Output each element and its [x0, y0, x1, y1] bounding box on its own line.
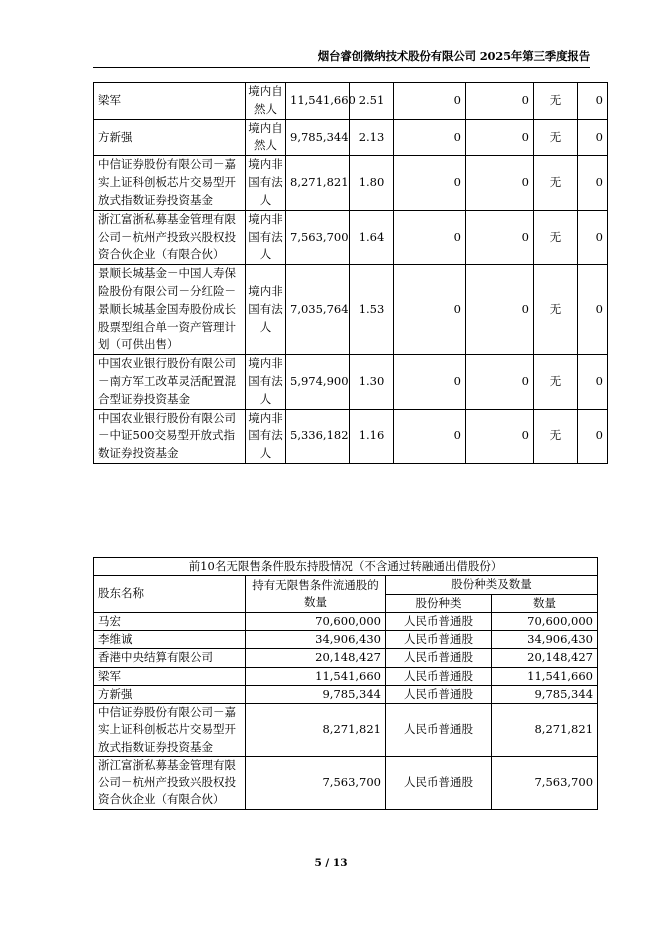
pledge-quantity: 0 [578, 355, 608, 409]
pledge-quantity: 0 [578, 156, 608, 210]
share-type: 人民币普通股 [386, 631, 492, 649]
pledge-status: 无 [534, 210, 578, 264]
lent-shares: 0 [466, 83, 534, 120]
share-amount: 11,541,660 [492, 667, 598, 685]
shares-held: 7,563,700 [286, 210, 350, 264]
shares-held: 7,035,764 [286, 265, 350, 355]
unrestricted-qty: 20,148,427 [246, 649, 386, 667]
shareholder-type: 境内非国有法人 [246, 409, 286, 463]
share-amount: 34,906,430 [492, 631, 598, 649]
shareholder-type: 境内非国有法人 [246, 355, 286, 409]
share-type: 人民币普通股 [386, 612, 492, 630]
shareholder-type: 境内非国有法人 [246, 210, 286, 264]
unrestricted-qty: 11,541,660 [246, 667, 386, 685]
shareholder-name: 梁军 [94, 83, 246, 120]
restricted-shares: 0 [394, 355, 466, 409]
pledge-status: 无 [534, 265, 578, 355]
share-ratio: 1.53 [350, 265, 394, 355]
col-header-type: 股份种类 [386, 594, 492, 612]
pledge-status: 无 [534, 83, 578, 120]
pledge-status: 无 [534, 355, 578, 409]
share-type: 人民币普通股 [386, 685, 492, 703]
table-row [94, 119, 608, 156]
share-ratio: 1.16 [350, 409, 394, 463]
shareholder-type: 境内自然人 [246, 119, 286, 156]
table-row [94, 631, 598, 649]
share-ratio: 2.51 [350, 83, 394, 120]
share-type: 人民币普通股 [386, 649, 492, 667]
share-type: 人民币普通股 [386, 704, 492, 757]
top-shareholders-table [93, 82, 608, 464]
share-amount: 8,271,821 [492, 704, 598, 757]
share-amount: 70,600,000 [492, 612, 598, 630]
col-header-type-group: 股份种类及数量 [386, 576, 598, 594]
pledge-quantity: 0 [578, 210, 608, 264]
pledge-status: 无 [534, 156, 578, 210]
shareholder-name: 李维诚 [94, 631, 246, 649]
shares-held: 5,336,182 [286, 409, 350, 463]
pledge-quantity: 0 [578, 265, 608, 355]
share-amount: 9,785,344 [492, 685, 598, 703]
shareholder-name: 中信证券股份有限公司－嘉实上证科创板芯片交易型开放式指数证券投资基金 [94, 704, 246, 757]
unrestricted-qty: 9,785,344 [246, 685, 386, 703]
share-amount: 7,563,700 [492, 756, 598, 809]
unrestricted-qty: 34,906,430 [246, 631, 386, 649]
shareholder-name: 马宏 [94, 612, 246, 630]
shareholder-name: 中国农业银行股份有限公司－中证500交易型开放式指数证券投资基金 [94, 409, 246, 463]
table-row [94, 83, 608, 120]
share-ratio: 1.30 [350, 355, 394, 409]
pledge-quantity: 0 [578, 409, 608, 463]
share-ratio: 2.13 [350, 119, 394, 156]
table-row [94, 355, 608, 409]
unrestricted-qty: 70,600,000 [246, 612, 386, 630]
lent-shares: 0 [466, 156, 534, 210]
page-number: 5 / 13 [314, 857, 348, 869]
section-title-row [94, 558, 598, 576]
shareholder-name: 景顺长城基金－中国人寿保险股份有限公司－分红险－景顺长城基金国寿股份成长股票型组合单一资产管理计划（可供出售） [94, 265, 246, 355]
shareholder-name: 方新强 [94, 119, 246, 156]
col-header-qty: 持有无限售条件流通股的数量 [246, 576, 386, 613]
pledge-status: 无 [534, 409, 578, 463]
shareholder-type: 境内非国有法人 [246, 156, 286, 210]
page-header: 烟台睿创微纳技术股份有限公司 2025年第三季度报告 [93, 48, 590, 68]
table-row [94, 409, 608, 463]
restricted-shares: 0 [394, 156, 466, 210]
lent-shares: 0 [466, 265, 534, 355]
shareholder-name: 梁军 [94, 667, 246, 685]
unrestricted-shareholders-table [93, 557, 598, 810]
lent-shares: 0 [466, 355, 534, 409]
shareholder-name: 方新强 [94, 685, 246, 703]
restricted-shares: 0 [394, 265, 466, 355]
share-ratio: 1.64 [350, 210, 394, 264]
shareholder-type: 境内非国有法人 [246, 265, 286, 355]
shareholder-type: 境内自然人 [246, 83, 286, 120]
shares-held: 9,785,344 [286, 119, 350, 156]
share-type: 人民币普通股 [386, 756, 492, 809]
shareholder-name: 中信证券股份有限公司－嘉实上证科创板芯片交易型开放式指数证券投资基金 [94, 156, 246, 210]
share-type: 人民币普通股 [386, 667, 492, 685]
restricted-shares: 0 [394, 409, 466, 463]
restricted-shares: 0 [394, 119, 466, 156]
pledge-quantity: 0 [578, 119, 608, 156]
pledge-status: 无 [534, 119, 578, 156]
restricted-shares: 0 [394, 83, 466, 120]
col-header-amount: 数量 [492, 594, 598, 612]
restricted-shares: 0 [394, 210, 466, 264]
unrestricted-qty: 7,563,700 [246, 756, 386, 809]
table-row [94, 667, 598, 685]
table-row [94, 704, 598, 757]
share-ratio: 1.80 [350, 156, 394, 210]
shares-held: 8,271,821 [286, 156, 350, 210]
shareholder-name: 香港中央结算有限公司 [94, 649, 246, 667]
header-row [94, 576, 598, 594]
shares-held: 11,541,660 [286, 83, 350, 120]
table-row [94, 265, 608, 355]
section-title: 前10名无限售条件股东持股情况（不含通过转融通出借股份） [94, 558, 598, 576]
table-row [94, 612, 598, 630]
col-header-name: 股东名称 [94, 576, 246, 613]
shareholder-name: 浙江富浙私募基金管理有限公司－杭州产投致兴股权投资合伙企业（有限合伙） [94, 210, 246, 264]
table-row [94, 685, 598, 703]
pledge-quantity: 0 [578, 83, 608, 120]
share-amount: 20,148,427 [492, 649, 598, 667]
unrestricted-qty: 8,271,821 [246, 704, 386, 757]
table-row [94, 156, 608, 210]
table-row [94, 649, 598, 667]
shareholder-name: 中国农业银行股份有限公司－南方军工改革灵活配置混合型证券投资基金 [94, 355, 246, 409]
shareholder-name: 浙江富浙私募基金管理有限公司－杭州产投致兴股权投资合伙企业（有限合伙） [94, 756, 246, 809]
lent-shares: 0 [466, 409, 534, 463]
table-row [94, 756, 598, 809]
shares-held: 5,974,900 [286, 355, 350, 409]
lent-shares: 0 [466, 119, 534, 156]
table-row [94, 210, 608, 264]
lent-shares: 0 [466, 210, 534, 264]
